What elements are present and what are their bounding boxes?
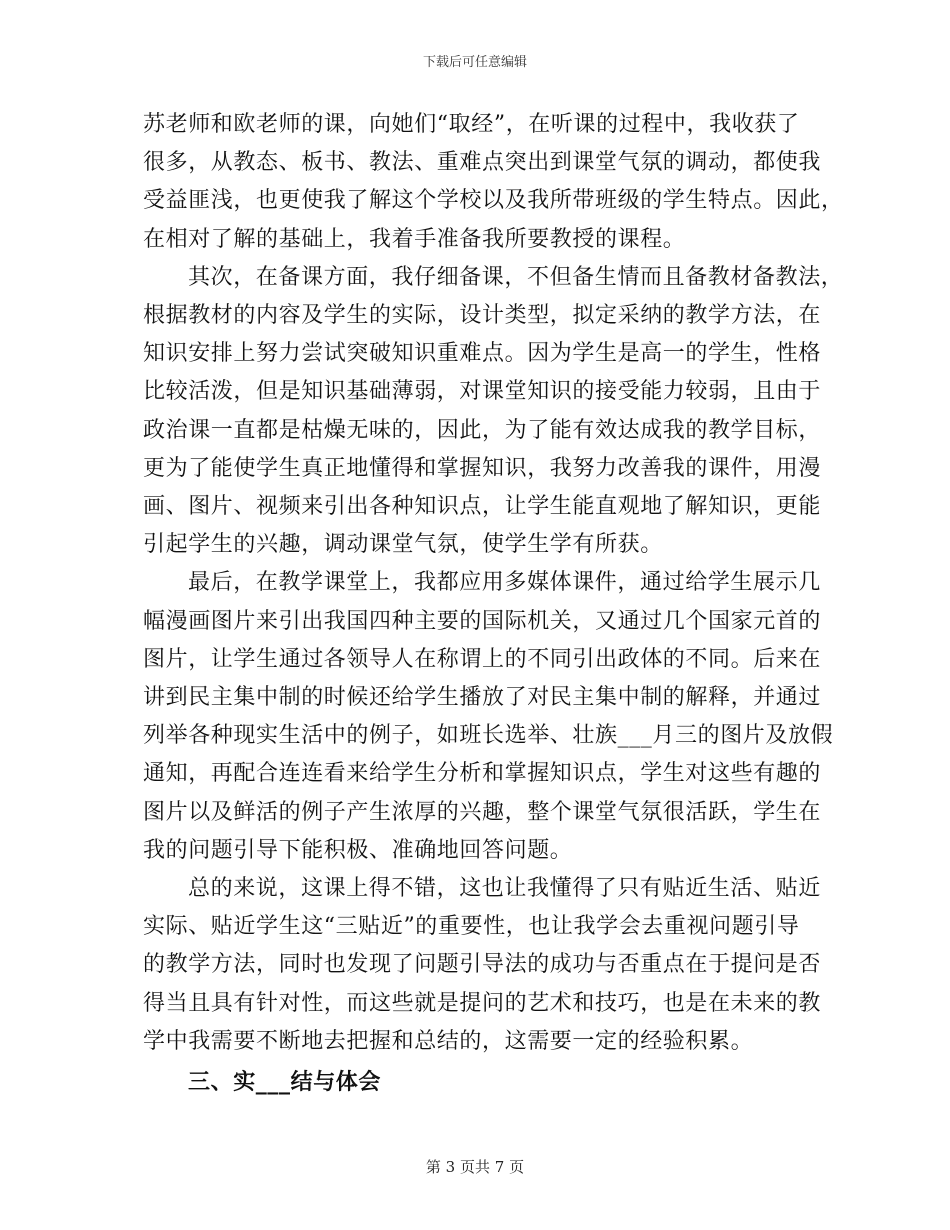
paragraph-line: 通知，再配合连连看来给学生分析和掌握知识点，学生对这些有趣的 <box>143 761 822 787</box>
page-header: 下载后可任意编辑 <box>422 55 527 70</box>
paragraph-line: 幅漫画图片来引出我国四种主要的国际机关，又通过几个国家元首的 <box>143 608 822 634</box>
paragraph-line: 画、图片、视频来引出各种知识点，让学生能直观地了解知识，更能 <box>143 494 822 520</box>
paragraph-line: 最后，在教学课堂上，我都应用多媒体课件，通过给学生展示几 <box>188 570 821 596</box>
paragraph-line: 在相对了解的基础上，我着手准备我所要教授的课程。 <box>143 226 686 252</box>
paragraph-line: 更为了能使学生真正地懂得和掌握知识，我努力改善我的课件，用漫 <box>143 455 822 481</box>
document-body <box>143 106 844 1101</box>
paragraph-4 <box>143 870 822 1061</box>
paragraph-line: 的教学方法，同时也发现了问题引导法的成功与否重点在于提问是否 <box>143 952 822 978</box>
paragraph-2 <box>143 259 844 565</box>
paragraph-line: 受益匪浅，也更使我了解这个学校以及我所带班级的学生特点。因此， <box>143 188 844 214</box>
paragraph-line: 知识安排上努力尝试突破知识重难点。因为学生是高一的学生，性格 <box>143 341 822 367</box>
paragraph-line: 我的问题引导下能积极、准确地回答问题。 <box>143 837 573 863</box>
paragraph-line: 苏老师和欧老师的课，向她们“取经”，在听课的过程中，我收获了 <box>143 112 800 137</box>
paragraph-line: 图片，让学生通过各领导人在称谓上的不同引出政体的不同。后来在 <box>143 646 822 672</box>
paragraph-line: 讲到民主集中制的时候还给学生播放了对民主集中制的解释，并通过 <box>143 685 822 711</box>
paragraph-line: 学中我需要不断地去把握和总结的，这需要一定的经验积累。 <box>143 1028 754 1054</box>
paragraph-line: 实际、贴近学生这“三贴近”的重要性，也让我学会去重视问题引导 <box>143 914 800 940</box>
paragraph-line: 很多，从教态、板书、教法、重难点突出到课堂气氛的调动，都使我 <box>143 150 822 176</box>
paragraph-line: 引起学生的兴趣，调动课堂气氛，使学生学有所获。 <box>143 532 663 558</box>
paragraph-line: 政治课一直都是枯燥无味的，因此，为了能有效达成我的教学目标， <box>143 417 822 443</box>
paragraph-line: 比较活泼，但是知识基础薄弱，对课堂知识的接受能力较弱，且由于 <box>143 379 822 405</box>
paragraph-line: 其次，在备课方面，我仔细备课，不但备生情而且备教材备教法， <box>188 264 844 290</box>
paragraph-line: 列举各种现实生活中的例子，如班长选举、壮族___月三的图片及放假 <box>143 723 834 749</box>
page-number-footer: 第 3 页共 7 页 <box>425 1158 525 1176</box>
paragraph-1 <box>143 106 844 259</box>
paragraph-line: 总的来说，这课上得不错，这也让我懂得了只有贴近生活、贴近 <box>188 876 821 902</box>
paragraph-line: 图片以及鲜活的例子产生浓厚的兴趣，整个课堂气氛很活跃，学生在 <box>143 799 822 825</box>
paragraph-line: 根据教材的内容及学生的实际，设计类型，拟定采纳的教学方法，在 <box>143 303 822 329</box>
paragraph-3 <box>143 564 834 870</box>
paragraph-line: 得当且具有针对性，而这些就是提问的艺术和技巧，也是在未来的教 <box>143 990 822 1016</box>
section-heading: 三、实___结与体会 <box>188 1069 382 1096</box>
